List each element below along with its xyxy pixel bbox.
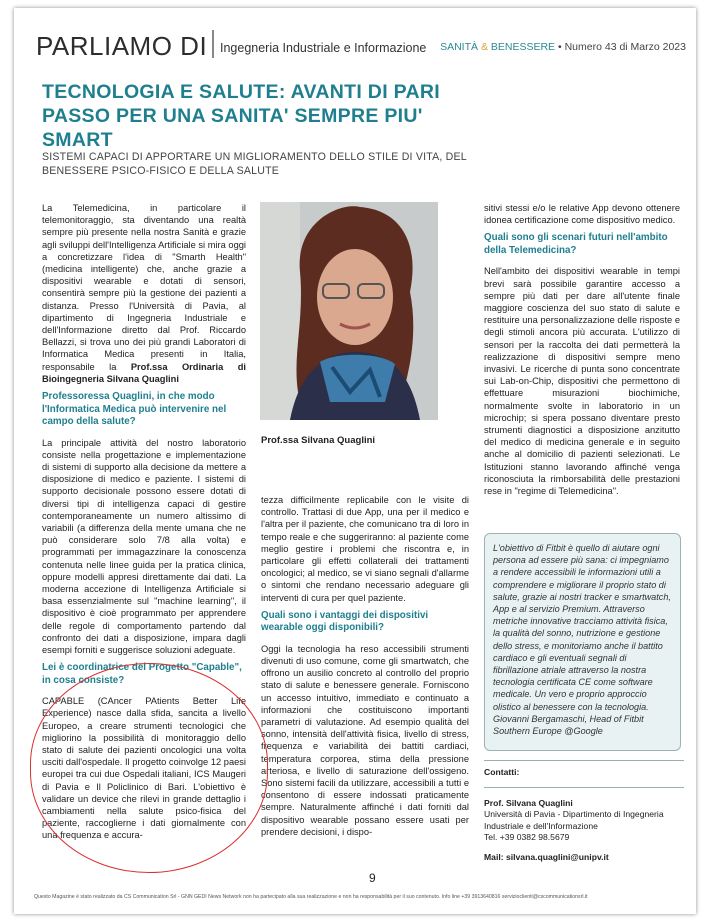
quote-author: Giovanni Bergamaschi, Head of Fitbit Southern Europe @Google <box>493 713 644 737</box>
contact-affiliation: Università di Pavia - Dipartimento di Ingegneria Industriale e dell'Informazione <box>484 809 664 831</box>
issue-amp: & <box>480 41 488 53</box>
contacts-box <box>484 760 684 863</box>
header-topic: Ingegneria Industriale e Informazione <box>220 41 427 55</box>
page-footer: Questo Magazine è stato realizzato da CS Communication Srl - GNN GEDI News Network non ha partecipato alla sua realizzazione e non ha responsabilità per il suo contenuto. Info line +39 3913640816 servizioclienti@cscommunicationsrl.it <box>34 894 588 900</box>
question-heading: Quali sono gli scenari futuri nell'ambito della Telemedicina? <box>484 232 668 256</box>
issue-category-1: SANITÀ <box>440 41 479 53</box>
issue-category-2: BENESSERE <box>490 41 556 53</box>
paragraph <box>42 202 246 385</box>
paragraph-bold: Prof.ssa Ordinaria di Bioingegneria Silvana Quaglini <box>42 361 246 384</box>
page-header <box>36 28 686 68</box>
contact-email[interactable]: Mail: silvana.quaglini@unipv.it <box>484 851 609 862</box>
contacts-divider <box>484 760 684 761</box>
issue-info <box>440 41 686 53</box>
article-subtitle: SISTEMI CAPACI DI APPORTARE UN MIGLIORAMENTO DELLO STILE DI VITA, DEL BENESSERE PSICO-FISICO E DELLA SALUTE <box>42 151 467 177</box>
page-number: 9 <box>369 871 376 885</box>
paragraph: Nell'ambito dei dispositivi wearable in tempi brevi sarà possibile garantire accesso a sempre più dati per dare all'utente finale maggiore coscienza del suo stato di salute e restituire una personalizzazione delle risposte e degli stimoli ancora più accurata. L'utilizzo di sensori per la raccolta dei dati permetterà la realizzazione di dispositivi sempre meno invasivi. Le ricerche di punta sono concentrate sui Lab-on-Chip, dispositivi che permettono di effettuare misurazioni biochimiche, normalmente svolte in laboratorio in un microchip; si spera possano diventare presto strumenti diagnostici a disposizione anzitutto del medico di medicina generale e in seguito anche al domicilio di pazienti selezionati. Le Istituzioni stanno lavorando affinché venga riconosciuta la rimborsabilità delle prestazioni rese in "regime di Telemedicina". <box>484 266 680 497</box>
magazine-page <box>14 8 696 914</box>
contacts-label: Contatti: <box>484 767 520 777</box>
portrait-illustration <box>260 202 438 420</box>
section-title: PARLIAMO DI <box>36 31 208 61</box>
quote-box <box>484 533 681 751</box>
contacts-divider <box>484 787 684 788</box>
paragraph: Oggi la tecnologia ha reso accessibili strumenti divenuti di uso comune, come gli smartwatch, che offrono un ausilio concreto al controllo del proprio stato di salute e benessere generale. Forniscono un accesso intuitivo, immediato e continuato a informazioni che costituiscono importanti parametri di valutazione. Ad esempio qualità del sonno, intensità dell'attività fisica, livello di stress, frequenza e variabilità dei battiti cardiaci, temperatura corporea, stima della pressione arteriosa, e livello di saturazione dell'ossigeno. Sono sistemi facili da utilizzare, accessibili a tutti e consentono di essere indossati praticamente sempre. Naturalmente affinché i dati forniti dal dispositivo wearable possano essere usati per prendere decisioni, i dispo- <box>261 643 469 837</box>
paragraph: sitivi stessi e/o le relative App devono ottenere idonea certificazione come dispositivo medico. <box>484 203 680 226</box>
column-3 <box>484 202 680 503</box>
article-title: TECNOLOGIA E SALUTE: AVANTI DI PARI PASSO PER UNA SANITA' SEMPRE PIU' SMART <box>42 81 440 151</box>
question-heading: Quali sono i vantaggi dei dispositivi wearable oggi disponibili? <box>261 609 429 634</box>
contact-phone: Tel. +39 0382 98.5679 <box>484 832 570 842</box>
question-heading: Professoressa Quaglini, in che modo l'Informatica Medica può intervenire nel campo della salute? <box>42 391 227 428</box>
paragraph: tezza difficilmente replicabile con le visite di controllo. Trattasi di due App, una per il medico e l'altra per il paziente, che comunicano tra di loro in tempo reale e che suggeriranno: al paziente come meglio gestire i problemi che riscontra e, in particolare gli effetti collaterali dei trattamenti oncologici; al medico, se vi siano segnali d'allarme o sintomi che rendano necessario adeguare gli interventi di cura per quel paziente. <box>261 495 469 603</box>
contact-name: Prof. Silvana Quaglini <box>484 797 573 808</box>
column-1 <box>42 202 246 848</box>
paragraph-text: La Telemedicina, in particolare il telemonitoraggio, sta diventando una realtà sempre più presente nella nostra Sanità e grazie agli sviluppi dell'Intelligenza Artificiale si mira oggi a concretizzare l'idea di "Smarth Health" (medicina intelligente) che, anche grazie a dispositivi wearable e dotati di sensori, consentirà sempre più la gestione dei pazienti a distanza. Presso l'Università di Pavia, al dipartimento di Ingegneria Industriale e dell'Informazione diretto dal Prof. Riccardo Bellazzi, si trova uno dei più grandi Laboratori di Informatica Medica presenti in Italia, responsabile la <box>42 203 246 372</box>
question-heading: Lei è coordinatrice del Progetto "Capable", in cosa consiste? <box>42 662 242 686</box>
paragraph: CAPABLE (CAncer PAtients Better Life Experience) nasce dalla sfida, sancita a livello Europeo, a creare strumenti tecnologici che migliorino la possibilità di monitoraggio dello stato di salute dei pazienti oncologici una volta usciti dall'ospedale. Il progetto coinvolge 12 paesi europei tra cui due Ospedali italiani, ICS Maugeri di Pavia e Il Policlinico di Bari. L'obiettivo è validare un device che rilevi in grande dettaglio i cambiamenti nella salute psico-fisica del paziente, raccoglierne i dati giornalmente con una frequenza e accura- <box>42 696 246 841</box>
quote-text: L'obiettivo di Fitbit è quello di aiutare ogni persona ad essere più sana: ci impegniamo a rendere accessibili le informazioni utili a comprendere e migliorare il proprio stato di salute, grazie ai nostri tracker e smartwatch, App e al servizio Premium. Attraverso metriche innovative tracciamo attività fisica, la qualità del sonno, nutrizione e gestione dello stress, e monitoriamo anche il battito cardiaco e gli eventuali segnali di fibrillazione atriale attraverso la nostra tecnologia certificata CE come software medicale. Un vero e proprio approccio olistico al benessere con la tecnologia. <box>493 543 671 712</box>
portrait-photo <box>260 202 438 420</box>
paragraph: La principale attività del nostro laboratorio consiste nella progettazione e implementazione di sistemi di supporto alla decisione da mettere a disposizione di medico e paziente. I sistemi di supporto decisionale possono essere dotati di diversi tipi di intelligenza capaci di gestire contemporaneamente un numero altissimo di variabili (a differenza della mente umana che ne può considerare solo 7/8 alla volta) e programmati per immagazzinare la conoscenza contenuta nelle linee guida per la pratica clinica, oppure modelli appresi direttamente dai dati. La moderna accezione di Intelligenza Artificiale si basa essenzialmente sul "machine learning", il dispositivo è cioè programmato per apprendere delle regole di comportamento partendo dal confronto dei dati a disposizione, impara dagli esempi forniti e suggerisce soluzioni adeguate. <box>42 437 246 655</box>
photo-caption: Prof.ssa Silvana Quaglini <box>261 435 376 446</box>
issue-number: • Numero 43 di Marzo 2023 <box>555 41 686 53</box>
column-2 <box>261 494 469 844</box>
header-divider <box>212 30 214 58</box>
